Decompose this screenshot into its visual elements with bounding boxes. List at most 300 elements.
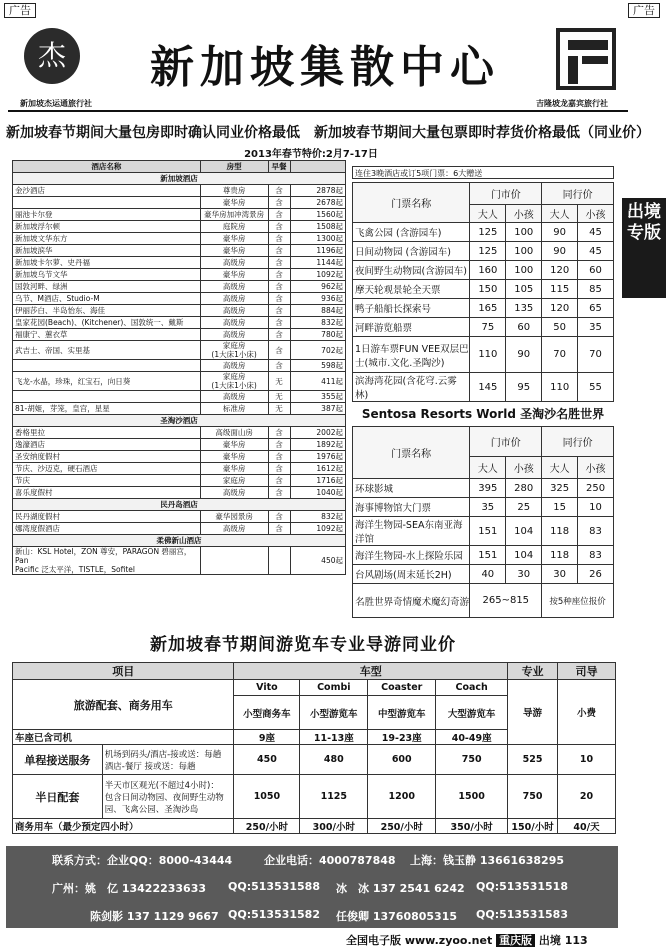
special-dates: 2013年春节特价:2月7-17日 <box>244 149 378 160</box>
hotel-name: 81-胡姬，芽笼，皇宫，星星 <box>13 403 201 415</box>
hotel-name: 飞龙-水晶，珍珠，红宝石，向日葵 <box>13 372 201 391</box>
car-price: 1200 <box>368 775 436 819</box>
hotel-name: 丽池卡尔登 <box>13 209 201 221</box>
ticket-price: 25 <box>506 498 542 517</box>
hotel-room: 高级房 <box>200 305 268 317</box>
service-name: 半日配套 <box>13 775 103 819</box>
sentosa-title: Sentosa Resorts World 圣淘沙名胜世界 <box>361 407 605 421</box>
hotel-price: 387起 <box>290 403 345 415</box>
ticket-name: 台风剧场(周末延长2H) <box>353 565 470 584</box>
table-row <box>13 269 346 281</box>
table-row <box>13 305 346 317</box>
table-row <box>13 403 346 415</box>
hotel-bf: 含 <box>268 257 290 269</box>
hotel-bf: 无 <box>268 391 290 403</box>
col-adult: 大人 <box>470 457 506 479</box>
ticket-price: 30 <box>542 565 578 584</box>
col-driver: 司导 <box>558 663 616 680</box>
contact-person: 陈剑影 137 1129 9667 <box>90 910 219 923</box>
table-row <box>13 233 346 245</box>
model-name: Coaster <box>368 680 436 696</box>
table-row <box>13 511 346 523</box>
ticket-price: 151 <box>470 546 506 565</box>
table-row <box>13 451 346 463</box>
ticket-price: 60 <box>578 261 614 280</box>
car-price: 300/小时 <box>300 819 368 834</box>
table-row <box>13 329 346 341</box>
footer-city: 重庆版 <box>496 934 535 947</box>
ticket-price: 151 <box>470 517 506 546</box>
table-row <box>13 523 346 535</box>
car-price: 600 <box>368 745 436 775</box>
hotel-name: 新加坡滨华 <box>13 245 201 257</box>
ticket-name: 海事博物馆大门票 <box>353 498 470 517</box>
col-door-price: 门市价 <box>470 427 542 457</box>
table-row <box>13 185 346 197</box>
car-price: 750 <box>436 745 508 775</box>
contact-qq: QQ:513531588 <box>228 880 320 893</box>
model-name: Combi <box>300 680 368 696</box>
ticket-name: 名胜世界奇情魔术魔幻奇游 <box>353 584 470 618</box>
ticket-price: 115 <box>542 280 578 299</box>
hotel-room: 高级房 <box>200 523 268 535</box>
table-row <box>353 280 614 299</box>
ticket-price: 165 <box>470 299 506 318</box>
ticket-price: 110 <box>470 337 506 373</box>
col-adult: 大人 <box>470 205 506 223</box>
hotel-room: 豪华房 <box>200 269 268 281</box>
hotel-name: 圣安纳度假村 <box>13 451 201 463</box>
model-name: Vito <box>234 680 300 696</box>
table-row <box>13 341 346 360</box>
ticket-price: 70 <box>542 337 578 373</box>
ticket-table-1 <box>352 182 614 402</box>
ticket-price: 83 <box>578 546 614 565</box>
ticket-price: 118 <box>542 546 578 565</box>
hotel-bf: 含 <box>268 487 290 499</box>
hotel-room: 标准房 <box>200 403 268 415</box>
hotel-name: 新加坡卡尔萝、史丹福 <box>13 257 201 269</box>
tip-price: 40/天 <box>558 819 616 834</box>
ticket-price: 325 <box>542 479 578 498</box>
model-kind: 中型游览车 <box>368 696 436 730</box>
company-logo-icon <box>556 28 616 90</box>
hotel-room: 豪华房 <box>200 245 268 257</box>
hotel-price: 780起 <box>290 329 345 341</box>
hotel-bf: 含 <box>268 293 290 305</box>
hotel-price: 2878起 <box>290 185 345 197</box>
contact-box <box>6 846 618 928</box>
hotel-room: 高级房 <box>200 257 268 269</box>
service-name: 商务用车（最少预定四小时） <box>13 819 234 834</box>
hotel-price: 1144起 <box>290 257 345 269</box>
hotel-price: 962起 <box>290 281 345 293</box>
car-price: 1125 <box>300 775 368 819</box>
guide-label: 导游 <box>508 680 558 745</box>
ticket-price: 100 <box>506 242 542 261</box>
ticket-price: 145 <box>470 373 506 402</box>
ticket-price: 15 <box>542 498 578 517</box>
car-price: 1500 <box>436 775 508 819</box>
ticket-price: 70 <box>578 337 614 373</box>
hotel-bf <box>268 547 290 575</box>
hotel-bf: 含 <box>268 427 290 439</box>
hotel-bf: 含 <box>268 317 290 329</box>
hotel-room: 豪华园景房 <box>200 511 268 523</box>
ticket-price: 120 <box>542 299 578 318</box>
table-row <box>13 547 346 575</box>
hotel-name: 喜乐度假村 <box>13 487 201 499</box>
table-row <box>13 257 346 269</box>
hotel-name: 节庆、沙迈克，硬石酒店 <box>13 463 201 475</box>
hotel-name: 金沙酒店 <box>13 185 201 197</box>
table-row <box>353 517 614 546</box>
col-room: 房型 <box>200 161 268 173</box>
car-price: 350/小时 <box>436 819 508 834</box>
hotel-bf: 含 <box>268 360 290 372</box>
ticket-price: 280 <box>506 479 542 498</box>
hotel-bf: 无 <box>268 403 290 415</box>
table-row <box>353 373 614 402</box>
hotel-group-row <box>13 415 346 427</box>
ticket-price: 83 <box>578 517 614 546</box>
footer <box>346 932 588 948</box>
seat-count: 19-23座 <box>368 730 436 745</box>
model-kind: 大型游览车 <box>436 696 508 730</box>
guide-price: 150/小时 <box>508 819 558 834</box>
hotel-name <box>13 391 201 403</box>
hotel-bf: 含 <box>268 511 290 523</box>
hotel-bf: 含 <box>268 185 290 197</box>
model-kind: 小型商务车 <box>234 696 300 730</box>
car-price: 250/小时 <box>234 819 300 834</box>
hotel-bf: 含 <box>268 221 290 233</box>
table-row <box>353 242 614 261</box>
table-row <box>353 546 614 565</box>
hotel-room: 尊贵房 <box>200 185 268 197</box>
contact-guangzhou: 广州：姚 亿 13422233633 <box>52 882 207 895</box>
hotel-bf: 含 <box>268 463 290 475</box>
hotel-price: 355起 <box>290 391 345 403</box>
ticket-price: 60 <box>506 318 542 337</box>
table-row <box>13 391 346 403</box>
hotel-room: 豪华房 <box>200 233 268 245</box>
hotel-room: 高级房 <box>200 329 268 341</box>
hotel-group: 新加坡酒店 <box>13 173 346 185</box>
hotel-bf: 含 <box>268 233 290 245</box>
hotel-name: 香格里拉 <box>13 427 201 439</box>
col-car-type: 车型 <box>234 663 508 680</box>
ticket-price: 45 <box>578 223 614 242</box>
ticket-price: 104 <box>506 517 542 546</box>
car-price: 1050 <box>234 775 300 819</box>
col-child: 小孩 <box>578 457 614 479</box>
contact-phone: 企业电话：4000787848 <box>264 854 396 867</box>
hotel-bf: 含 <box>268 245 290 257</box>
seat-count: 40-49座 <box>436 730 508 745</box>
ticket-price: 35 <box>470 498 506 517</box>
tip-price: 20 <box>558 775 616 819</box>
ticket-price: 26 <box>578 565 614 584</box>
col-breakfast: 早餐 <box>268 161 290 173</box>
col-adult: 大人 <box>542 205 578 223</box>
ticket-price: 125 <box>470 242 506 261</box>
ticket-name: 飞禽公园 (含游园车) <box>353 223 470 242</box>
ticket-price: 10 <box>578 498 614 517</box>
ticket-table-2 <box>352 426 614 618</box>
with-driver: 车座已含司机 <box>13 730 234 745</box>
hotel-price: 1508起 <box>290 221 345 233</box>
ticket-name: 夜间野生动物园(含游园车) <box>353 261 470 280</box>
hotel-price: 1612起 <box>290 463 345 475</box>
ticket-name: 摩天轮观景轮全天票 <box>353 280 470 299</box>
ticket-price: 100 <box>506 261 542 280</box>
ticket-price: 90 <box>506 337 542 373</box>
hotel-name: 新加坡文华东方 <box>13 233 201 245</box>
hotel-price: 1976起 <box>290 451 345 463</box>
ad-label-right: 广告 <box>628 3 660 18</box>
ticket-price: 90 <box>542 223 578 242</box>
table-row <box>13 293 346 305</box>
table-row <box>13 745 616 775</box>
ticket-price: 110 <box>542 373 578 402</box>
ticket-name: 河畔游览船票 <box>353 318 470 337</box>
contact-qq: QQ:513531583 <box>476 908 568 921</box>
ticket-price: 105 <box>506 280 542 299</box>
table-row <box>353 318 614 337</box>
table-row <box>13 281 346 293</box>
car-table <box>12 662 616 834</box>
hotel-bf: 含 <box>268 341 290 360</box>
ticket-price: 120 <box>542 261 578 280</box>
footer-page: 出境 113 <box>538 934 588 947</box>
col-ticket-name: 门票名称 <box>353 183 470 223</box>
ticket-price: 250 <box>578 479 614 498</box>
hotel-group: 柔佛新山酒店 <box>13 535 346 547</box>
table-row <box>13 372 346 391</box>
hotel-name: 节庆 <box>13 475 201 487</box>
travel-label: 旅游配套、商务用车 <box>13 680 234 730</box>
side-label: 出境专版 <box>622 198 666 298</box>
hotel-name: 新加坡乌节文华 <box>13 269 201 281</box>
contact-qq: QQ:513531518 <box>476 880 568 893</box>
hotel-name: 逸濠酒店 <box>13 439 201 451</box>
hotel-room: 高级房 <box>200 293 268 305</box>
car-title: 新加坡春节期间游览车专业导游同业价 <box>150 635 456 655</box>
hotel-room: 高级房 <box>200 360 268 372</box>
ticket-name: 海洋生物园-水上探险乐园 <box>353 546 470 565</box>
page-title: 新加坡集散中心 <box>150 42 500 93</box>
table-row <box>353 261 614 280</box>
ticket-note: 连住3晚酒店或订5项门票：6大赠送 <box>352 166 614 179</box>
col-adult: 大人 <box>542 457 578 479</box>
ticket-price: 118 <box>542 517 578 546</box>
hotel-bf: 含 <box>268 281 290 293</box>
hotel-room: 高级房 <box>200 487 268 499</box>
hotel-name <box>13 197 201 209</box>
hotel-price: 1092起 <box>290 523 345 535</box>
hotel-price: 1300起 <box>290 233 345 245</box>
ticket-price: 104 <box>506 546 542 565</box>
hotel-bf: 含 <box>268 475 290 487</box>
table-row <box>13 487 346 499</box>
col-door-price: 门市价 <box>470 183 542 205</box>
trade-price: 按5种座位报价 <box>542 584 614 618</box>
hotel-room: 豪华房 <box>200 439 268 451</box>
car-price: 450 <box>234 745 300 775</box>
hotel-price: 1040起 <box>290 487 345 499</box>
ticket-name: 日间动物园 (含游园车) <box>353 242 470 261</box>
ticket-name: 1日游车票FUN VEE双层巴士(城市.文化.圣陶沙) <box>353 337 470 373</box>
hotel-name: 新加坡浮尔顿 <box>13 221 201 233</box>
hotel-bf: 含 <box>268 439 290 451</box>
hotel-name: 福康宁、蕙衣草 <box>13 329 201 341</box>
table-row <box>353 565 614 584</box>
col-trade-price: 同行价 <box>542 183 614 205</box>
ticket-price: 40 <box>470 565 506 584</box>
hotel-price: 2002起 <box>290 427 345 439</box>
col-child: 小孩 <box>506 457 542 479</box>
hotel-room: 豪华房 <box>200 463 268 475</box>
slogan: 新加坡春节期间大量包房即时确认同业价格最低 新加坡春节期间大量包票即时荐货价格最低（同业价） <box>6 125 650 141</box>
ticket-price: 100 <box>506 223 542 242</box>
hotel-name: 武吉士、帝国、实里基 <box>13 341 201 360</box>
hotel-price: 884起 <box>290 305 345 317</box>
left-company: 新加坡杰运通旅行社 <box>20 99 92 108</box>
hotel-group-row <box>13 499 346 511</box>
col-ticket-name: 门票名称 <box>353 427 470 479</box>
hotel-room: 高级房 <box>200 391 268 403</box>
hotel-table <box>12 160 346 575</box>
ticket-name: 海洋生物园-SEA东南亚海洋馆 <box>353 517 470 546</box>
ticket-price: 90 <box>542 242 578 261</box>
hotel-price: 1560起 <box>290 209 345 221</box>
hotel-bf: 含 <box>268 269 290 281</box>
hotel-name: 国敦河畔、绿洲 <box>13 281 201 293</box>
ticket-name: 鸭子船船长探索号 <box>353 299 470 318</box>
hotel-room: 豪华房 <box>200 451 268 463</box>
hotel-name: 乌节、M酒店、Studio-M <box>13 293 201 305</box>
table-row <box>13 775 616 819</box>
guide-price: 750 <box>508 775 558 819</box>
hotel-price: 1092起 <box>290 269 345 281</box>
tip-price: 10 <box>558 745 616 775</box>
hotel-room: 家庭房 (1大床1小床) <box>200 341 268 360</box>
col-trade-price: 同行价 <box>542 427 614 457</box>
hotel-bf: 含 <box>268 305 290 317</box>
table-row <box>13 360 346 372</box>
table-row <box>353 498 614 517</box>
col-child: 小孩 <box>506 205 542 223</box>
guide-price: 525 <box>508 745 558 775</box>
right-company: 吉隆坡龙嘉宾旅行社 <box>536 99 608 108</box>
hotel-room: 家庭房 (1大床1小床) <box>200 372 268 391</box>
hotel-room: 高级面山房 <box>200 427 268 439</box>
seat-count: 9座 <box>234 730 300 745</box>
table-row <box>13 221 346 233</box>
hotel-price: 702起 <box>290 341 345 360</box>
hotel-group: 民丹岛酒店 <box>13 499 346 511</box>
table-row <box>13 819 616 834</box>
hotel-price: 1196起 <box>290 245 345 257</box>
table-row <box>353 337 614 373</box>
hotel-bf: 含 <box>268 451 290 463</box>
hotel-name: 伊丽莎白、半岛怡东、海佳 <box>13 305 201 317</box>
ticket-price: 30 <box>506 565 542 584</box>
ticket-price: 160 <box>470 261 506 280</box>
table-row <box>13 439 346 451</box>
service-desc: 半天市区观光(不超过4小时)： 包含日间动物园、夜间野生动物 园、飞禽公园、圣淘沙岛 <box>102 775 234 819</box>
ticket-price: 85 <box>578 280 614 299</box>
hotel-name: 娜湾度假酒店 <box>13 523 201 535</box>
hotel-price: 411起 <box>290 372 345 391</box>
table-row <box>13 427 346 439</box>
hotel-bf: 含 <box>268 209 290 221</box>
col-child: 小孩 <box>578 205 614 223</box>
table-row <box>13 475 346 487</box>
hotel-room <box>200 547 268 575</box>
ad-label-left: 广告 <box>4 3 36 18</box>
hotel-bf: 含 <box>268 329 290 341</box>
table-row <box>13 197 346 209</box>
ticket-price: 35 <box>578 318 614 337</box>
contact-person: 冰 冰 137 2541 6242 <box>336 882 465 895</box>
table-row <box>13 463 346 475</box>
col-hotel-name: 酒店名称 <box>13 161 201 173</box>
table-row <box>13 209 346 221</box>
service-name: 单程接送服务 <box>13 745 103 775</box>
footer-site[interactable]: 全国电子版 www.zyoo.net <box>346 934 493 947</box>
ticket-price: 75 <box>470 318 506 337</box>
ticket-price: 150 <box>470 280 506 299</box>
car-price: 480 <box>300 745 368 775</box>
table-row <box>353 479 614 498</box>
ticket-price: 55 <box>578 373 614 402</box>
hotel-room: 家庭房 <box>200 475 268 487</box>
hotel-price: 598起 <box>290 360 345 372</box>
hotel-price: 936起 <box>290 293 345 305</box>
hotel-name: 皇家花园(Beach)、(Kitchener)、国敦统一、戴斯 <box>13 317 201 329</box>
ticket-name: 滨海湾花园(含花穹.云雾林) <box>353 373 470 402</box>
hotel-room: 高级房 <box>200 317 268 329</box>
hotel-bf: 无 <box>268 372 290 391</box>
ticket-name: 环球影城 <box>353 479 470 498</box>
hotel-room: 庭院房 <box>200 221 268 233</box>
ticket-price: 95 <box>506 373 542 402</box>
contact-qq: QQ:513531582 <box>228 908 320 921</box>
ticket-price: 45 <box>578 242 614 261</box>
model-kind: 小型游览车 <box>300 696 368 730</box>
contact-person: 任俊卿 13760805315 <box>336 910 458 923</box>
seat-count: 11-13座 <box>300 730 368 745</box>
contact-shanghai: 上海：钱玉静 13661638295 <box>410 854 565 867</box>
hotel-room: 豪华房 <box>200 197 268 209</box>
hotel-name: 民丹湖度假村 <box>13 511 201 523</box>
hotel-price: 832起 <box>290 511 345 523</box>
table-row <box>353 299 614 318</box>
hotel-price: 1716起 <box>290 475 345 487</box>
logo-icon: 杰 <box>24 28 80 84</box>
hotel-name <box>13 360 201 372</box>
hotel-price: 1892起 <box>290 439 345 451</box>
col-price <box>290 161 345 173</box>
model-name: Coach <box>436 680 508 696</box>
car-price: 250/小时 <box>368 819 436 834</box>
ticket-price: 135 <box>506 299 542 318</box>
ticket-price: 395 <box>470 479 506 498</box>
hotel-group: 圣淘沙酒店 <box>13 415 346 427</box>
ticket-price: 125 <box>470 223 506 242</box>
